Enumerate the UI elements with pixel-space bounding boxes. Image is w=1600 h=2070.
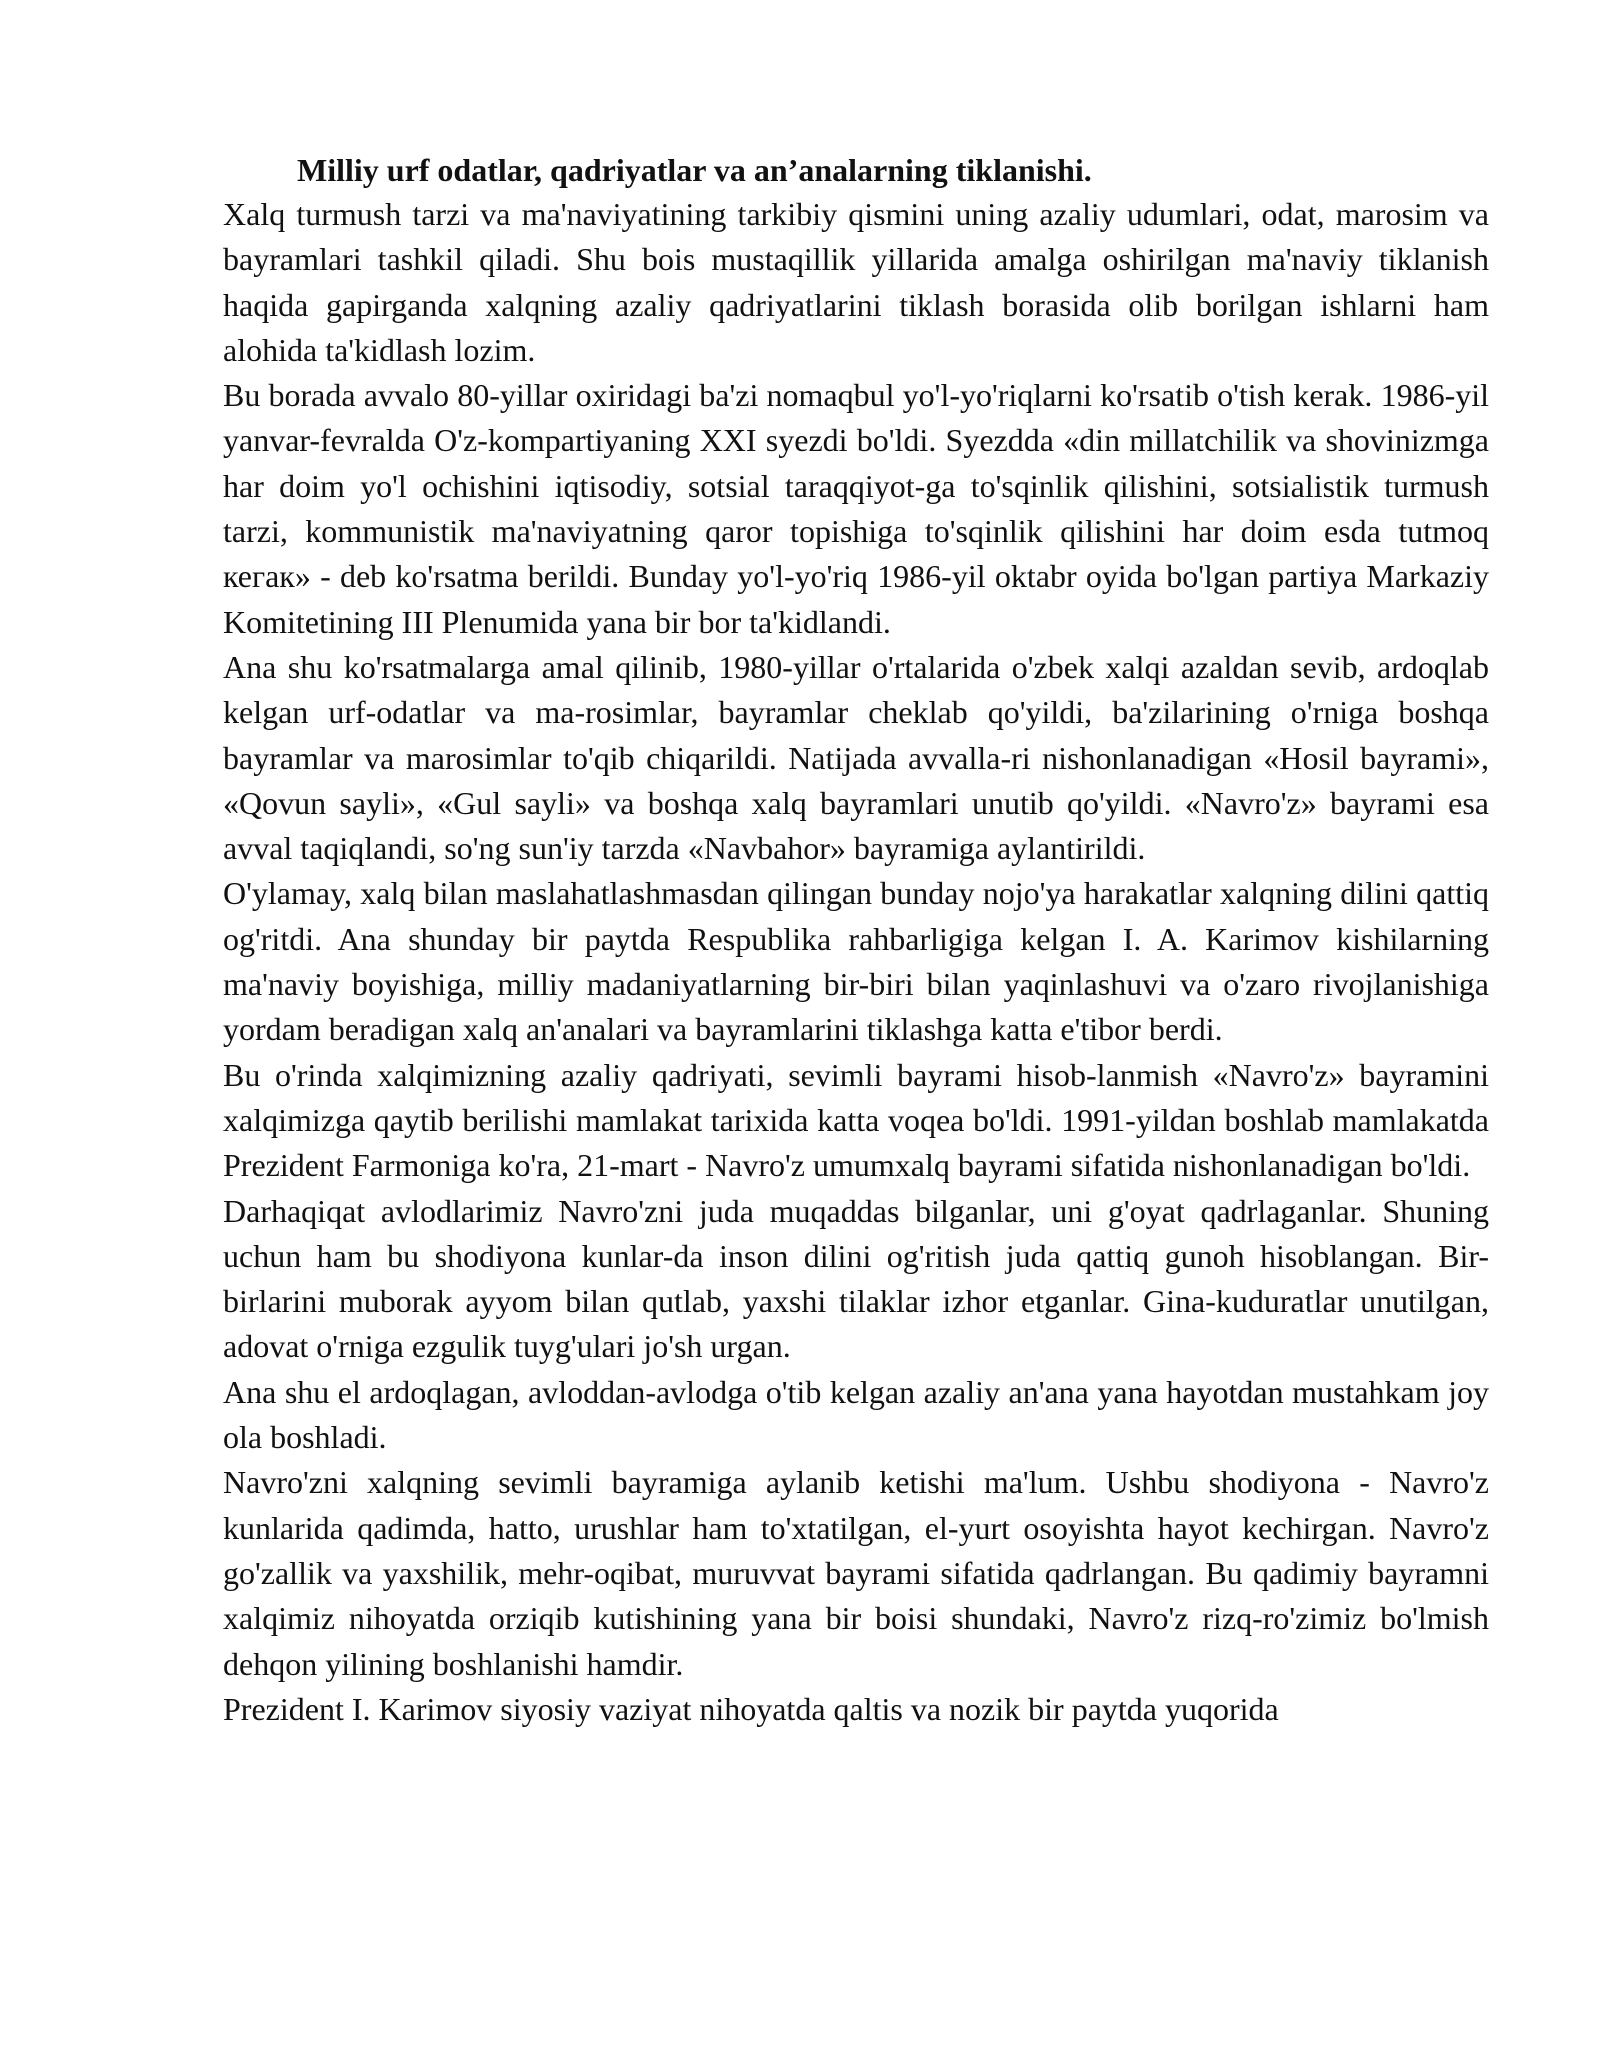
paragraph-4: O'ylamay, xalq bilan maslahatlashmasdan qilingan bunday nojo'ya harakatlar xalqning dilini qattiq og'ritdi. Ana shunday bir paytda Respublika rahbarligiga kelgan I. A. Karimov kishilarning ma'naviy boyishiga, milliy madaniyatlarning bir-biri bilan yaqinlashuvi va o'zaro rivojlanishiga yordam beradigan xalq an'analari va bayramlarini tiklashga katta e'tibor berdi. xyxy=(223,875,1489,1048)
document-title: Milliy urf odatlar, qadriyatlar va an’analarning tiklanishi. xyxy=(297,152,1092,188)
paragraph-5: Bu o'rinda xalqimizning azaliy qadriyati, sevimli bayrami hisob-lanmish «Navro'z» bayramini xalqimizga qaytib berilishi mamlakat tarixida katta voqea bo'ldi. 1991-yildan boshlab mamlakatda Prezident Farmoniga ko'ra, 21-mart - Navro'z umumxalq bayrami sifatida nishonlanadigan bo'ldi. xyxy=(223,1056,1489,1184)
paragraph-1: Xalq turmush tarzi va ma'naviyatining tarkibiy qismini uning azaliy udumlari, odat, marosim va bayramlari tashkil qiladi. Shu bois mustaqillik yillarida amalga oshirilgan ma'naviy tiklanish haqida gapirganda xalqning azaliy qadriyatlarini tiklash borasida olib borilgan ishlarni ham alohida ta'kidlash lozim. xyxy=(223,196,1489,368)
paragraph-7: Ana shu el ardoqlagan, avloddan-avlodga o'tib kelgan azaliy an'ana yana hayotdan mustahkam joy ola boshladi. xyxy=(223,1373,1489,1456)
paragraph-2: Bu borada avvalo 80-yillar oxiridagi ba'zi nomaqbul yo'l-yo'riqlarni ko'rsatib o'tish kerak. 1986-yil yanvar-fevralda O'z-kompartiyaning XXI syezdi bo'ldi. Syezdda «din millatchilik va shovinizmga har doim yo'l ochishini iqtisodiy, sotsial taraqqiyot-ga to'sqinlik qilishini, sotsialistik turmush tarzi, kommunistik ma'naviyatning qaror topishiga to'sqinlik qilishini har doim esda tutmoq кегак» - deb ko'rsatma berildi. Bunday yo'l-yo'riq 1986-yil oktabr oyida bo'lgan partiya Markaziy Komitetining III Plenumida yana bir bor ta'kidlandi. xyxy=(223,377,1489,640)
paragraph-3: Ana shu ko'rsatmalarga amal qilinib, 1980-yillar o'rtalarida o'zbek xalqi azaldan sevib, ardoqlab kelgan urf-odatlar va ma-rosimlar, bayramlar cheklab qo'yildi, ba'zilarining o'rniga boshqa bayramlar va marosimlar to'qib chiqarildi. Natijada avvalla-ri nishonlanadigan «Hosil bayrami», «Qovun sayli», «Gul sayli» va boshqa xalq bayramlari unutib qo'yildi. «Navro'z» bayrami esa avval taqiqlandi, so'ng sun'iy tarzda «Navbahor» bayramiga aylantirildi. xyxy=(223,648,1489,867)
paragraph-8: Navro'zni xalqning sevimli bayramiga aylanib ketishi ma'lum. Ushbu shodiyona - Navro'z kunlarida qadimda, hatto, urushlar ham to'xtatilgan, el-yurt osoyishta hayot kechirgan. Navro'z go'zallik va yaxshilik, mehr-oqibat, muruvvat bayrami sifatida qadrlangan. Bu qadimiy bayramni xalqimiz nihoyatda orziqib kutishining yana bir boisi shundaki, Navro'z rizq-ro'zimiz bo'lmish dehqon yilining boshlanishi hamdir. xyxy=(223,1464,1489,1682)
document-body xyxy=(223,148,1489,1732)
paragraph-9: Prezident I. Karimov siyosiy vaziyat nihoyatda qaltis va nozik bir paytda yuqorida xyxy=(223,1690,1279,1727)
paragraph-6: Darhaqiqat avlodlarimiz Navro'zni juda muqaddas bilganlar, uni g'oyat qadrlaganlar. Shuning uchun ham bu shodiyona kunlar-da inson dilini og'ritish juda qattiq gunoh hisoblangan. Bir-birlarini muborak ayyom bilan qutlab, yaxshi tilaklar izhor etganlar. Gina-kuduratlar unutilgan, adovat o'rniga ezgulik tuyg'ulari jo'sh urgan. xyxy=(223,1192,1489,1365)
